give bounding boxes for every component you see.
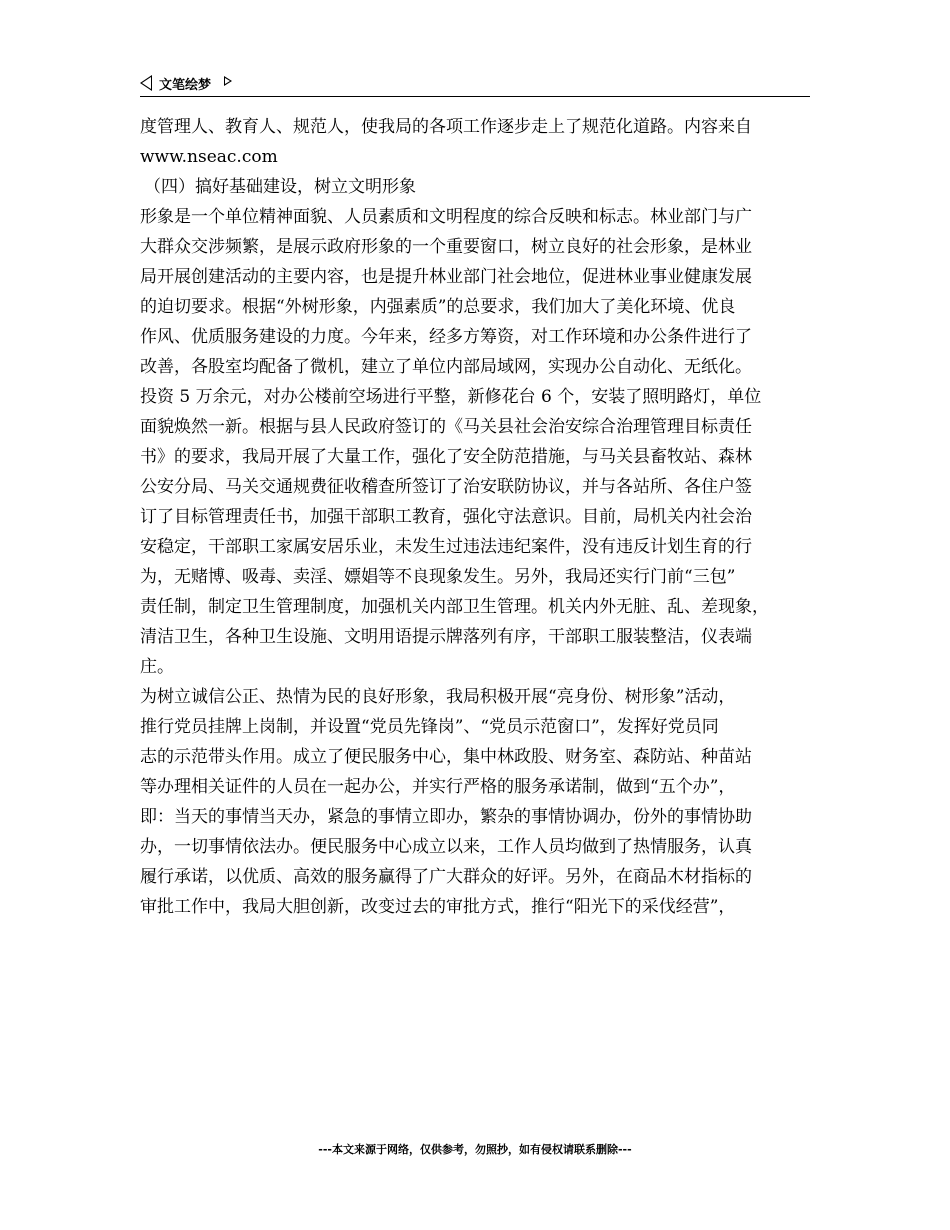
text-line: 审批工作中，我局大胆创新，改变过去的审批方式，推行“阳光下的采伐经营”， bbox=[140, 897, 736, 917]
document-body bbox=[140, 112, 830, 922]
page-footer: ---本文来源于网络，仅供参考，勿照抄，如有侵权请联系删除--- bbox=[318, 1143, 632, 1156]
text-line: 大群众交涉频繁，是展示政府形象的一个重要窗口，树立良好的社会形象，是林业 bbox=[140, 237, 752, 257]
text-line: 作风、优质服务建设的力度。今年来，经多方筹资，对工作环境和办公条件进行了 bbox=[140, 327, 752, 347]
text-line: 推行党员挂牌上岗制，并设置“党员先锋岗”、“党员示范窗口”，发挥好党员同 bbox=[140, 717, 719, 737]
text-line: 投资 5 万余元，对办公楼前空场进行平整，新修花台 6 个，安装了照明路灯，单位 bbox=[140, 387, 762, 407]
section-heading: （四）搞好基础建设，树立文明形象 bbox=[144, 177, 416, 197]
text-line: 为树立诚信公正、热情为民的良好形象，我局积极开展“亮身份、树形象”活动， bbox=[140, 687, 736, 707]
text-line: 形象是一个单位精神面貌、人员素质和文明程度的综合反映和标志。林业部门与广 bbox=[140, 207, 752, 227]
text-line: 安稳定，干部职工家属安居乐业，未发生过违法违纪案件，没有违反计划生育的行 bbox=[140, 537, 752, 557]
text-line: 等办理相关证件的人员在一起办公，并实行严格的服务承诺制，做到“五个办”， bbox=[140, 777, 736, 797]
header-title: 文笔绘梦 bbox=[159, 78, 212, 93]
text-line: 度管理人、教育人、规范人，使我局的各项工作逐步走上了规范化道路。内容来自 bbox=[140, 117, 752, 137]
text-line: 履行承诺，以优质、高效的服务赢得了广大群众的好评。另外，在商品木材指标的 bbox=[140, 867, 752, 887]
text-line: 办，一切事情依法办。便民服务中心成立以来，工作人员均做到了热情服务，认真 bbox=[140, 837, 752, 857]
text-line: 志的示范带头作用。成立了便民服务中心，集中林政股、财务室、森防站、种苗站 bbox=[140, 747, 752, 767]
text-line: 责任制，制定卫生管理制度，加强机关内部卫生管理。机关内外无脏、乱、差现象， bbox=[140, 597, 769, 617]
text-line: 即：当天的事情当天办，紧急的事情立即办，繁杂的事情协调办，份外的事情协助 bbox=[140, 807, 752, 827]
text-line: 为，无赌博、吸毒、卖淫、嫖娼等不良现象发生。另外，我局还实行门前“三包” bbox=[140, 567, 736, 587]
text-line: 的迫切要求。根据“外树形象，内强素质”的总要求，我们加大了美化环境、优良 bbox=[140, 297, 736, 317]
text-line: 局开展创建活动的主要内容，也是提升林业部门社会地位，促进林业事业健康发展 bbox=[140, 267, 752, 287]
text-line: 订了目标管理责任书，加强干部职工教育，强化守法意识。目前，局机关内社会治 bbox=[140, 507, 752, 527]
text-line: 书》的要求，我局开展了大量工作，强化了安全防范措施，与马关县畜牧站、森林 bbox=[140, 447, 752, 467]
triangle-left-icon bbox=[140, 75, 152, 91]
source-url: www.nseac.com bbox=[140, 147, 278, 167]
header-divider bbox=[140, 96, 810, 97]
text-line: 公安分局、马关交通规费征收稽查所签订了治安联防协议，并与各站所、各住户签 bbox=[140, 477, 752, 497]
text-line: 面貌焕然一新。根据与县人民政府签订的《马关县社会治安综合治理管理目标责任 bbox=[140, 417, 752, 437]
text-line: 庄。 bbox=[140, 657, 174, 677]
triangle-right-icon bbox=[224, 76, 232, 86]
text-line: 改善，各股室均配备了微机，建立了单位内部局域网，实现办公自动化、无纸化。 bbox=[140, 357, 752, 377]
page-header bbox=[140, 72, 810, 98]
text-line: 清洁卫生，各种卫生设施、文明用语提示牌落列有序，干部职工服装整洁，仪表端 bbox=[140, 627, 752, 647]
